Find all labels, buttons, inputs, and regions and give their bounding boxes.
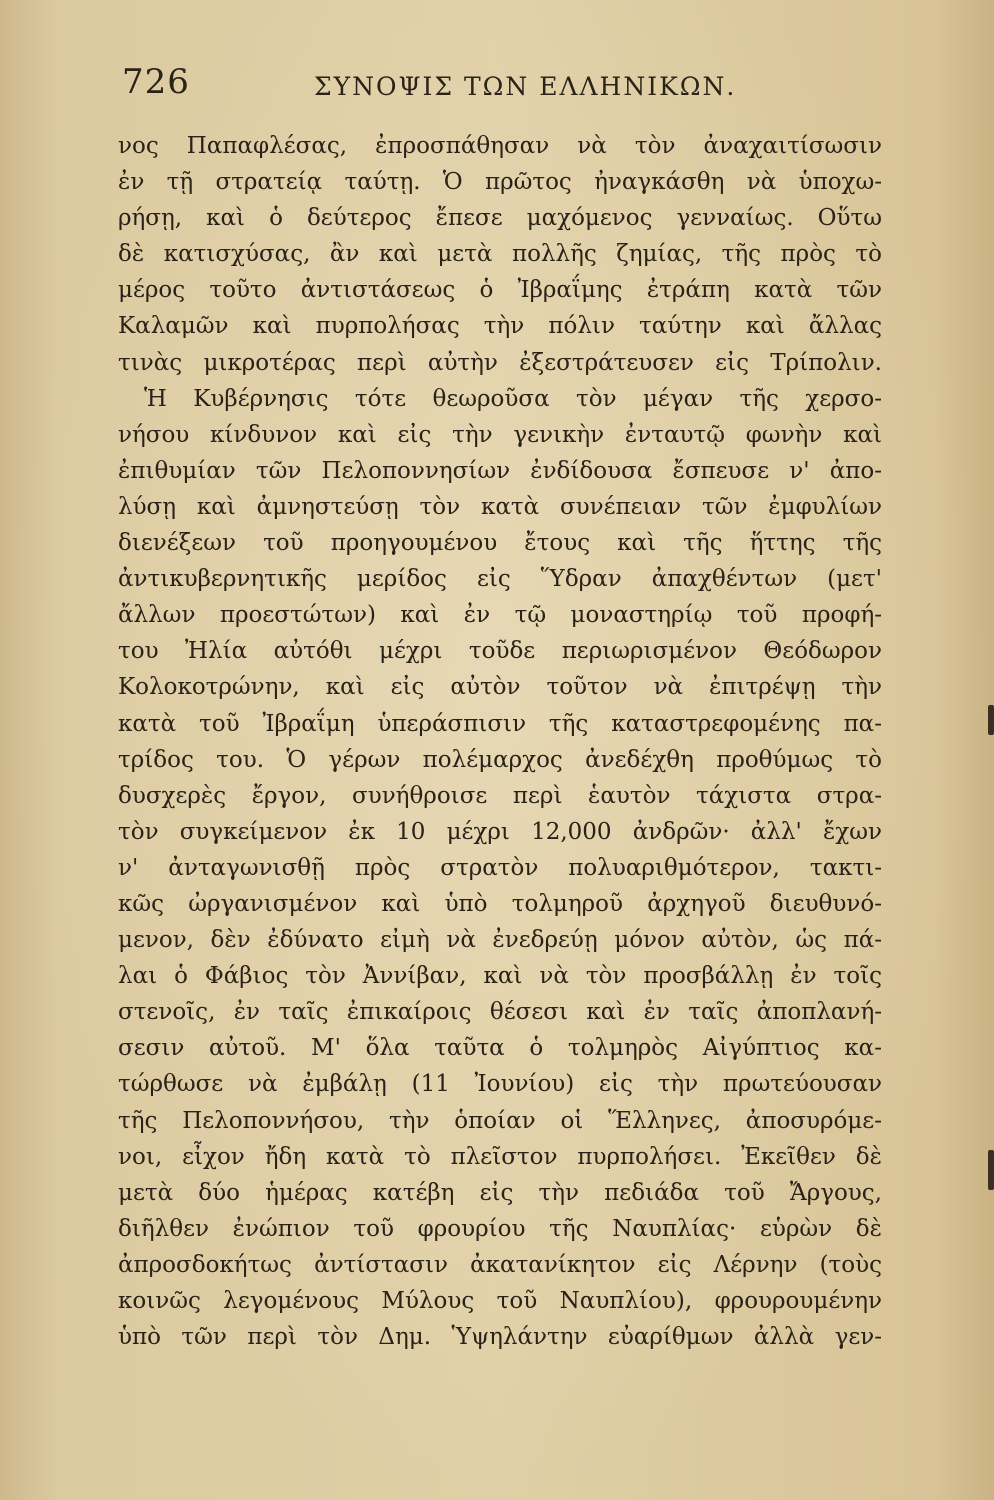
text-line: μέρος τοῦτο ἀντιστάσεως ὁ Ἰβραΐμης ἐτράπη κατὰ τῶν: [118, 277, 882, 304]
text-line: τὸν συγκείμενον ἐκ 10 μέχρι 12,000 ἀνδρῶν· ἀλλ' ἔχων: [118, 818, 882, 845]
text-line: ὑπὸ τῶν περὶ τὸν Δημ. Ὑψηλάντην εὐαρίθμων ἀλλὰ γεν-: [118, 1324, 882, 1351]
page-edge-mark: [988, 1150, 994, 1190]
text-line: τρίδος του. Ὁ γέρων πολέμαρχος ἀνεδέχθη προθύμως τὸ: [118, 746, 882, 773]
text-line: νοι, εἶχον ἤδη κατὰ τὸ πλεῖστον πυρπολήσει. Ἐκεῖθεν δὲ: [118, 1143, 882, 1170]
text-line: ρήσῃ, καὶ ὁ δεύτερος ἔπεσε μαχόμενος γενναίως. Οὕτω: [118, 205, 882, 232]
page-number: 726: [122, 62, 190, 102]
text-line: δυσχερὲς ἔργον, συνήθροισε περὶ ἑαυτὸν τάχιστα στρα-: [118, 782, 882, 809]
text-line: νος Παπαφλέσας, ἐπροσπάθησαν νὰ τὸν ἀναχαιτίσωσιν: [118, 133, 882, 159]
text-line: Καλαμῶν καὶ πυρπολήσας τὴν πόλιν ταύτην καὶ ἄλλας: [118, 313, 882, 340]
text-line: ἀντικυβερνητικῆς μερίδος εἰς Ὕδραν ἀπαχθέντων (μετ': [118, 566, 882, 593]
text-line: νήσου κίνδυνον καὶ εἰς τὴν γενικὴν ἐνταυτῷ φωνὴν καὶ: [118, 421, 882, 448]
text-line: του Ἠλία αὐτόθι μέχρι τοῦδε περιωρισμένον Θεόδωρον: [118, 638, 882, 665]
text-line: λύσῃ καὶ ἀμνηστεύσῃ τὸν κατὰ συνέπειαν τῶν ἐμφυλίων: [118, 493, 882, 520]
running-head: ΣΥΝΟΨΙΣ ΤΩΝ ΕΛΛΗΝΙΚΩΝ.: [314, 72, 737, 101]
text-line: τώρθωσε νὰ ἐμβάλῃ (11 Ἰουνίου) εἰς τὴν πρωτεύουσαν: [118, 1071, 882, 1098]
text-line: μενον, δὲν ἐδύνατο εἰμὴ νὰ ἐνεδρεύῃ μόνον αὐτὸν, ὡς πά-: [118, 927, 882, 954]
text-line: Κολοκοτρώνην, καὶ εἰς αὐτὸν τοῦτον νὰ ἐπιτρέψῃ τὴν: [118, 674, 882, 701]
text-line: κῶς ὠργανισμένον καὶ ὑπὸ τολμηροῦ ἀρχηγοῦ διευθυνό-: [118, 890, 882, 917]
text-line: κοινῶς λεγομένους Μύλους τοῦ Ναυπλίου), φρουρουμένην: [118, 1288, 882, 1314]
text-line: τινὰς μικροτέρας περὶ αὐτὴν ἐξεστράτευσεν εἰς Τρίπολιν.: [118, 349, 882, 376]
text-line: ἀπροσδοκήτως ἀντίστασιν ἀκατανίκητον εἰς Λέρνην (τοὺς: [118, 1251, 882, 1278]
text-line: Ἡ Κυβέρνησις τότε θεωροῦσα τὸν μέγαν τῆς χερσο-: [144, 385, 882, 412]
text-line: διενέξεων τοῦ προηγουμένου ἔτους καὶ τῆς ἥττης τῆς: [118, 530, 882, 557]
text-line: ἐπιθυμίαν τῶν Πελοποννησίων ἐνδίδουσα ἔσπευσε ν' ἀπο-: [118, 457, 882, 484]
text-line: δὲ κατισχύσας, ἂν καὶ μετὰ πολλῆς ζημίας, τῆς πρὸς τὸ: [118, 241, 882, 268]
text-line: μετὰ δύο ἡμέρας κατέβη εἰς τὴν πεδιάδα τοῦ Ἄργους,: [118, 1179, 882, 1206]
page-header: [118, 62, 878, 112]
page-edge-mark: [988, 705, 994, 735]
text-line: ἄλλων προεστώτων) καὶ ἐν τῷ μοναστηρίῳ τοῦ προφή-: [118, 602, 882, 629]
text-line: κατὰ τοῦ Ἰβραΐμη ὑπεράσπισιν τῆς καταστρεφομένης πα-: [118, 710, 882, 737]
text-line: ν' ἀνταγωνισθῇ πρὸς στρατὸν πολυαριθμότερον, τακτι-: [118, 854, 882, 881]
text-line: λαι ὁ Φάβιος τὸν Ἀννίβαν, καὶ νὰ τὸν προσβάλλῃ ἐν τοῖς: [118, 963, 882, 990]
text-line: ἐν τῇ στρατείᾳ ταύτῃ. Ὁ πρῶτος ἠναγκάσθη νὰ ὑποχω-: [118, 169, 882, 196]
text-line: στενοῖς, ἐν ταῖς ἐπικαίροις θέσεσι καὶ ἐν ταῖς ἀποπλανή-: [118, 999, 882, 1026]
text-line: διῆλθεν ἐνώπιον τοῦ φρουρίου τῆς Ναυπλίας· εὑρὼν δὲ: [118, 1215, 882, 1242]
text-line: τῆς Πελοποννήσου, τὴν ὁποίαν οἱ Ἕλληνες, ἀποσυρόμε-: [118, 1107, 882, 1134]
body-text: [118, 128, 882, 1355]
text-line: σεσιν αὐτοῦ. Μ' ὅλα ταῦτα ὁ τολμηρὸς Αἰγύπτιος κα-: [118, 1035, 882, 1062]
